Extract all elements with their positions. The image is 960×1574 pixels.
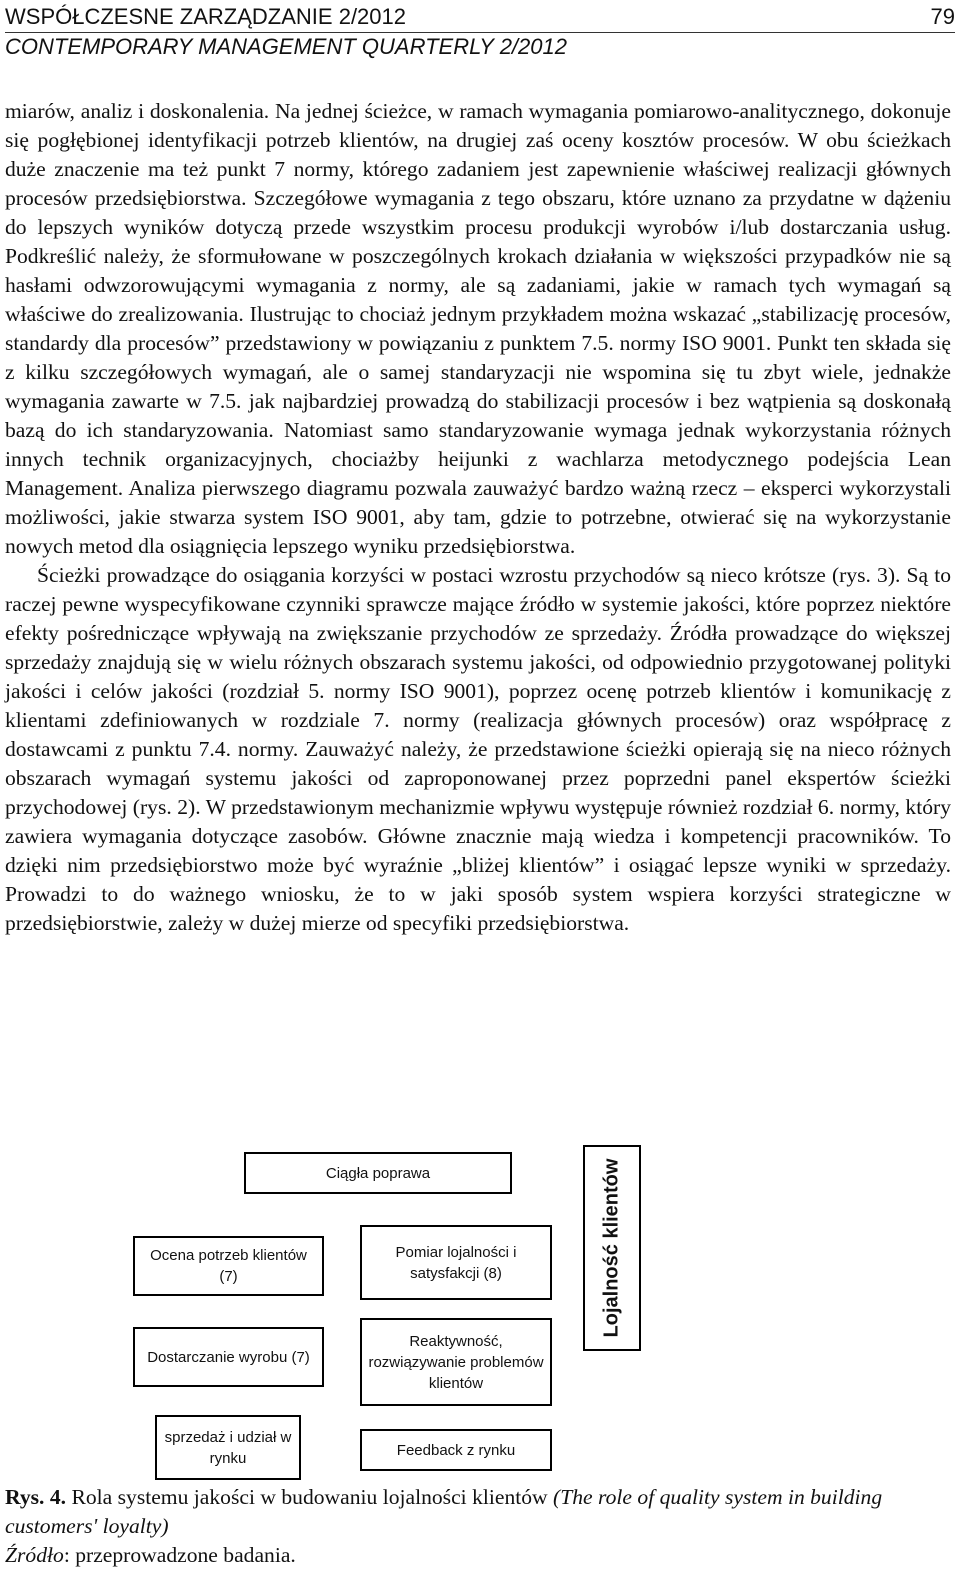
caption-label: Rys. 4.: [5, 1485, 67, 1509]
customer-loyalty-label: Lojalność klientów: [600, 1158, 623, 1338]
box-sales-market-share: sprzedaż i udział w rynku: [155, 1415, 301, 1480]
box-loyalty-measurement: Pomiar lojalności i satysfakcji (8): [360, 1225, 552, 1300]
page-number: 79: [930, 4, 955, 29]
box-product-delivery: Dostarczanie wyrobu (7): [133, 1327, 324, 1387]
body-text: [5, 97, 951, 938]
journal-title-en: CONTEMPORARY MANAGEMENT QUARTERLY 2/2012: [5, 34, 567, 59]
caption-source-text: : przeprowadzone badania.: [63, 1543, 296, 1567]
journal-title-pl: WSPÓŁCZESNE ZARZĄDZANIE 2/2012: [5, 4, 406, 29]
box-reactivity: Reaktywność, rozwiązywanie problemów klientów: [360, 1318, 552, 1406]
box-continuous-improvement: Ciągła poprawa: [244, 1152, 512, 1194]
caption-source-label: Źródło: [5, 1543, 64, 1567]
paragraph: Ścieżki prowadzące do osiągania korzyści w postaci wzrostu przychodów są nieco krótsze (rys. 3). Są to raczej pewne wyspecyfikowane czynniki sprawcze mające źródło w systemie jakości, które poprzez niektóre efekty pośredniczące wpływają na zwiększanie przychodów ze sprzedaży. Źródła prowadzące do większej sprzedaży znajdują się w wielu różnych obszarach systemu jakości, od odpowiednio przygotowanej polityki jakości i celów jakości (rozdział 5. normy ISO 9001), poprzez ocenę potrzeb klientów i komunikację z klientami zdefiniowanych w rozdziale 7. normy (realizacja głównych procesów) oraz współpracę z dostawcami z punktu 7.4. normy. Zauważyć należy, że przedstawione ścieżki opierają się na nieco różnych obszarach wymagań systemu jakości od zaproponowanej przez poprzedni panel ekspertów ścieżki przychodowej (rys. 2). W przedstawionym mechanizmie wpływu występuje również rozdział 6. normy, który zawiera wymagania dotyczące zasobów. Główne znacznie mają wiedza i kompetencji pracowników. To dzięki nim przedsiębiorstwo może być wyraźnie „bliżej klientów” i osiągać lepsze wyniki w sprzedaży. Prowadzi to do ważnego wniosku, że to w jaki sposób system wspiera korzyści strategiczne w przedsiębiorstwie, zależy w dużej mierze od specyfiki przedsiębiorstwa.: [5, 563, 951, 935]
box-customer-loyalty: [583, 1145, 641, 1351]
figure-diagram: [0, 1140, 960, 1490]
header-rule: [5, 32, 955, 33]
caption-title-pl: Rola systemu jakości w budowaniu lojalności klientów: [71, 1485, 548, 1509]
box-needs-assessment: Ocena potrzeb klientów (7): [133, 1236, 324, 1296]
paragraph: miarów, analiz i doskonalenia. Na jednej ścieżce, w ramach wymagania pomiarowo-analitycznego, dokonuje się pogłębionej identyfikacji potrzeb klientów, na drugiej zaś oceny kosztów procesów. W obu ścieżkach duże znaczenie ma też punkt 7 normy, którego zadaniem jest zapewnienie właściwej realizacji głównych procesów przedsiębiorstwa. Szczegółowe wymagania z tego obszaru, które uznano za przydatne w dążeniu do lepszych wyników dotyczą przede wszystkim procesu produkcji wyrobów i/lub dostarczania usług. Podkreślić należy, że sformułowane w poszczególnych krokach działania w większości przypadków nie są hasłami odwzorowującymi wymagania z normy, ale są zadaniami, jakie w ramach tych wymagań są właściwe do zrealizowania. Ilustrując to chociaż jednym przykładem można wskazać „stabilizację procesów, standardy dla procesów” przedstawiony w powiązaniu z punktem 7.5. normy ISO 9001. Punkt ten składa się z kilku szczegółowych wymagań, ale o samej standaryzacji nie wspomina się tu zbyt wiele, jednakże wymagania zawarte w 7.5. jak najbardziej prowadzą do stabilizacji procesów i bez wątpienia są doskonałą bazą do ich standaryzowania. Natomiast samo standaryzowanie wymaga jednak wykorzystania różnych innych technik organizacyjnych, chociażby heijunki z wachlarza metodycznego podejścia Lean Management. Analiza pierwszego diagramu pozwala zauważyć bardzo ważną rzecz – eksperci wykorzystali możliwości, jakie stwarza system ISO 9001, aby tam, gdzie to potrzebne, otwierać się na wykorzystanie nowych metod dla osiągnięcia lepszego wyniku przedsiębiorstwa.: [5, 99, 951, 558]
caption-title-en: (The role of quality system in building customers' loyalty): [5, 1485, 883, 1538]
box-market-feedback: Feedback z rynku: [360, 1429, 552, 1471]
figure-caption: [5, 1483, 951, 1570]
